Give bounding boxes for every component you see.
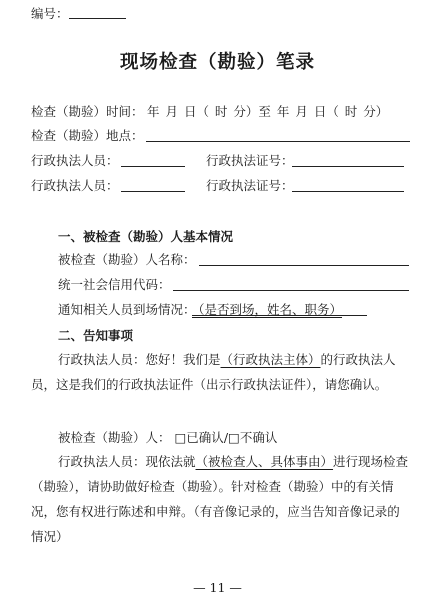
notice-blank-line [192, 315, 367, 316]
officer-2-label: 行政执法人员： [31, 178, 119, 193]
notice-label: 通知相关人员到场情况： [58, 302, 196, 317]
notice-value: （是否到场，姓名、职务） [192, 302, 343, 317]
notification-paragraph-2 [31, 449, 411, 549]
p1-rest-text: 的行政执法人员，这是我们的行政执法证件（出示行政执法证件），请您确认。 [31, 352, 396, 392]
p2-subject-blank: （被检查人、具体事由） [195, 454, 334, 469]
page-number: — 11 — [193, 580, 242, 595]
cert-2-label: 行政执法证号： [206, 178, 294, 193]
p1-intro-text: 行政执法人员：您好！我们是 [58, 352, 221, 367]
confirmation-line [58, 430, 277, 446]
officer-2-blank-line [121, 191, 185, 192]
inspection-location-label: 检查（勘验）地点： [31, 128, 144, 143]
confirm-label: 被检查（勘验）人： [58, 430, 171, 445]
number-blank-line [69, 18, 126, 19]
cert-1-label: 行政执法证号： [206, 153, 294, 168]
subject-name-blank-line [199, 265, 409, 266]
cert-1-blank-line [292, 166, 404, 167]
p1-authority-blank: （行政执法主体） [220, 352, 321, 367]
subject-name-label: 被检查（勘验）人名称： [58, 252, 196, 267]
inspection-time-template: 年 月 日（ 时 分）至 年 月 日（ 时 分） [147, 104, 389, 119]
p2-rest-text: 进行现场检查（勘验），请协助做好检查（勘验）。针对检查（勘验）中的有关情况，您有权进行陈述和申辩。（有音像记录的，应当告知音像记录的情况） [31, 454, 409, 544]
number-label: 编号： [31, 6, 69, 21]
inspection-time-label: 检查（勘验）时间： [31, 104, 144, 119]
not-confirmed-checkbox[interactable]: □不确认 [228, 430, 278, 445]
credit-code-blank-line [173, 290, 409, 291]
confirmed-checkbox[interactable]: □已确认 [174, 430, 224, 445]
confirm-separator: / [223, 430, 229, 445]
section-2-heading: 二、告知事项 [58, 328, 134, 343]
location-blank-line [146, 141, 410, 142]
officer-1-blank-line [121, 166, 185, 167]
section-1-heading: 一、被检查（勘验）人基本情况 [58, 229, 234, 244]
credit-code-label: 统一社会信用代码： [58, 277, 171, 292]
notification-paragraph-1 [31, 347, 411, 397]
officer-1-label: 行政执法人员： [31, 153, 119, 168]
p2-intro-text: 行政执法人员：现依法就 [58, 454, 196, 469]
document-title: 现场检查（勘验）笔录 [119, 52, 315, 73]
cert-2-blank-line [292, 191, 404, 192]
